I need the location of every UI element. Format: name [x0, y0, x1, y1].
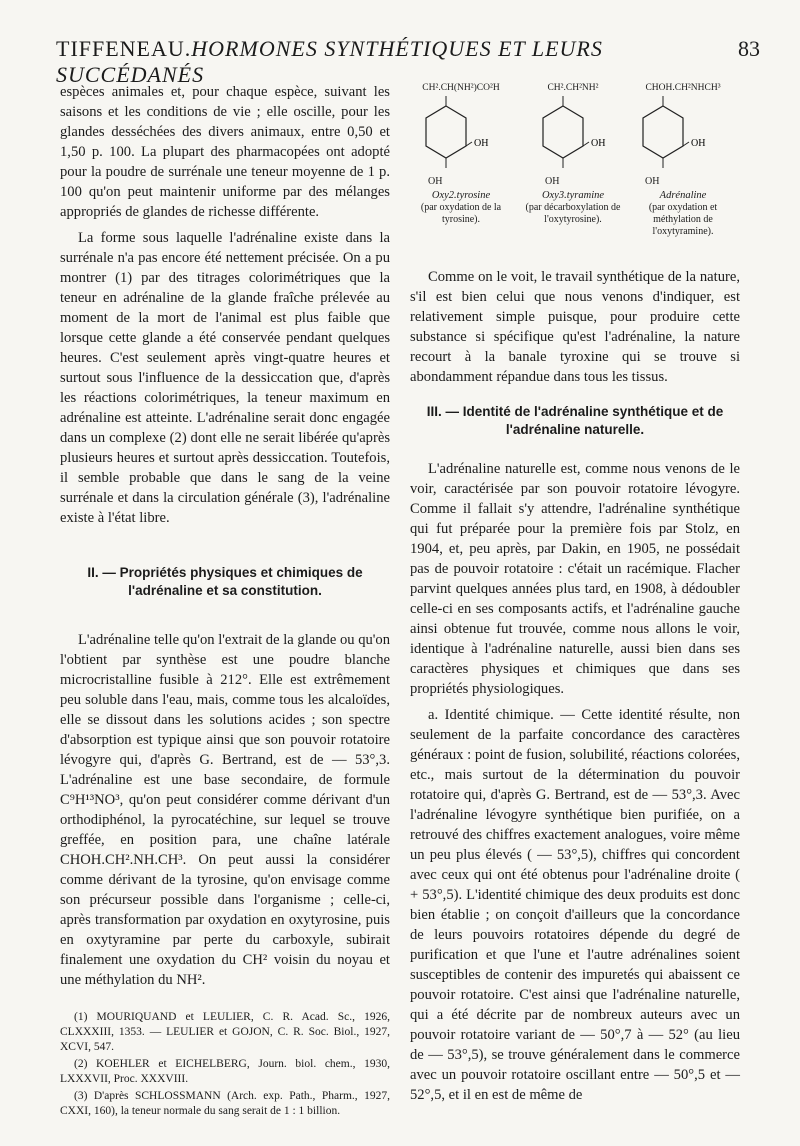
bottom-oh-label: OH — [428, 176, 443, 187]
ring-oh-label: OH — [474, 138, 489, 149]
benzene-ring-diagram — [528, 96, 618, 176]
footnotes — [60, 1010, 390, 1119]
footnote: (2) KOEHLER et EICHELBERG, Journ. biol. chem., 1930, LXXXVII, Proc. XXXVIII. — [60, 1058, 390, 1085]
chemical-structures — [410, 82, 740, 257]
structure-name: Oxy2.tyrosine — [431, 190, 491, 201]
structure-formula: CH².CH(NH²)CO²H — [422, 83, 500, 93]
bottom-oh-label: OH — [545, 176, 560, 187]
structure-oxytyrosine — [406, 82, 516, 226]
paragraph: espèces animales et, pour chaque espèce, suivant les saisons et les conditions de vie ; elle oscille, pour les glandes desséchées des divers animaux, entre 0,50 et 1,50 p. 100. La plupart des pharmacopées ont adopté pour la poudre de surrénale une teneur moyenne de 1 p. 100 qu'on peut maintenir uniforme par des mélanges appropriés de glandes de richesse différente. — [60, 84, 390, 220]
structure-formula: CH².CH²NH² — [547, 83, 599, 93]
paragraph: L'adrénaline naturelle est, comme nous venons de le voir, caractérisée par son pouvoir rotatoire lévogyre. Comme il fallait s'y attendre, l'adrénaline synthétique qui fut préparée pour la première fois par Stolz, en 1904, et, peu après, par Dakin, en 1905, ne possédait pas de pouvoir rotatoire : c'était un racémique. Flacher parvint quelques années plus tard, en 1908, à dédoubler celle-ci en ses composants actifs, et l'adrénaline gauche ainsi obtenue fut trouvée, comme nous allons le voir, identique à l'adrénaline naturelle, aussi bien dans ses caractères physiques et chimiques que dans ses propriétés physiologiques. — [410, 461, 740, 697]
ring-oh-label: OH — [591, 138, 606, 149]
right-column — [410, 82, 740, 1111]
paragraph: La forme sous laquelle l'adrénaline existe dans la surrénale n'a pas encore été nettement précisée. On a pu montrer (1) par des titrages colorimétriques que la teneur en adrénaline de la glande fraîche prélevée au moment de la mort de l'animal est plus faible que lorsque cette glande a été conservée pendant quelques heures. C'est seulement après vingt-quatre heures et surtout sous l'influence de la dessiccation que, d'après les réactions colorimétriques, la teneur maximum en adrénaline est atteinte. L'adrénaline serait donc engagée dans un complexe (2) dont elle ne serait libérée qu'après plusieurs heures et surtout après dessiccation. Toutefois, il semble probable que dans le sang de la veine surrénale et dans la circulation générale (3), l'adrénaline existe à l'état libre. — [60, 230, 390, 526]
benzene-ring-diagram — [416, 96, 506, 176]
structure-name: Oxy3.tyramine — [541, 190, 605, 201]
page-header — [56, 36, 760, 87]
running-title-text: HORMONES SYNTHÉTIQUES ET LEURS SUCCÉDANÉS — [56, 36, 603, 87]
structure-adrenaline — [628, 82, 738, 238]
footnote: (1) MOURIQUAND et LEULIER, C. R. Acad. Sc., 1926, CLXXXIII, 1353. — LEULIER et GOJON, C. R. Soc. Biol., 1927, XCVI, 547. — [60, 1011, 390, 1053]
page-number: 83 — [738, 36, 760, 61]
structure-description: (par oxydation de la tyrosine). — [420, 202, 502, 225]
structure-description: (par oxydation et méthylation de l'oxytyramine). — [648, 202, 718, 237]
section-heading-ii: II. — Propriétés physiques et chimiques de l'adrénaline et sa constitution. — [87, 565, 363, 598]
benzene-ring-diagram — [638, 96, 728, 176]
structure-oxytyramine — [518, 82, 628, 226]
footnote: (3) D'après SCHLOSSMANN (Arch. exp. Path., Pharm., 1927, CXXI, 160), la teneur normale du sang serait de 1 : 1 billion. — [60, 1090, 390, 1117]
running-title-author: TIFFENEAU. — [56, 36, 192, 61]
structure-name: Adrénaline — [659, 190, 707, 201]
structure-formula: CHOH.CH²NHCH³ — [645, 83, 721, 93]
structure-description: (par décarboxylation de l'oxytyrosine). — [525, 202, 621, 225]
ring-oh-label: OH — [691, 138, 706, 149]
running-title — [56, 36, 738, 88]
paragraph: Comme on le voit, le travail synthétique de la nature, s'il est bien celui que nous venons d'indiquer, est relativement simple puisque, pour produire cette substance si spécifique qu'est l'adrénaline, la nature recourt à la banale tyroxine qui se trouve si abondamment répandue dans tous les tissus. — [410, 269, 740, 385]
bottom-oh-label: OH — [645, 176, 660, 187]
section-heading-iii: III. — Identité de l'adrénaline synthétique et de l'adrénaline naturelle. — [426, 404, 724, 437]
paragraph: a. Identité chimique. — Cette identité résulte, non seulement de la parfaite concordance des caractères généraux : point de fusion, solubilité, réactions colorées, etc., mais surtout de la détermination du pouvoir rotatoire qui, d'après G. Bertrand, est de — 53°,3. Avec l'adrénaline lévogyre synthétique bien purifiée, on a retrouvé des chiffres exactement analogues, voire même un peu plus élevés ( — 53°,5), chiffres qui concordent avec ceux qui ont été obtenus pour l'adrénaline droite ( + 53°,5). L'identité chimique des deux produits est donc bien établie ; on conçoit d'ailleurs que la concordance de leurs pouvoirs rotatoires dépende du degré de purification et que l'une et l'autre adrénalines soient susceptibles de contenir des impuretés qui abaissent ce pouvoir rotatoire. C'est ainsi que l'adrénaline naturelle, qui a été décrite par de nombreux auteurs avec un pouvoir rotatoire variant de — 50°,7 à — 52° (au lieu de — 53°,5), se trouve généralement dans le commerce avec un pouvoir rotatoire oscillant entre — 50°,5 et — 52°,5, et il en est de même de — [410, 707, 740, 1103]
paragraph: L'adrénaline telle qu'on l'extrait de la glande ou qu'on l'obtient par synthèse est une poudre blanche microcristalline fusible à 212°. Elle est extrêmement peu soluble dans l'eau, mais, comme tous les alcaloïdes, elle se dissout dans les solutions acides ; son spectre d'absorption est typique ainsi que son pouvoir rotatoire lévogyre qui, d'après G. Bertrand, est de — 53°,3. L'adrénaline est une base secondaire, de formule C⁹H¹³NO³, qu'on peut considérer comme dérivant d'un orthodiphénol, la pyrocatéchine, sur lequel se trouve greffée, en position para, une chaîne latérale CHOH.CH².NH.CH³. On peut aussi la considérer comme dérivant de la tyrosine, qu'on envisage comme son précurseur possible dans l'organisme ; celle-ci, après transformation par oxydation en oxytyrosine, puis en oxytyramine par perte du carboxyle, subirait finalement une oxydation du CH² voisin du noyau et une méthylation du NH². — [60, 632, 391, 988]
left-column — [60, 82, 390, 1121]
